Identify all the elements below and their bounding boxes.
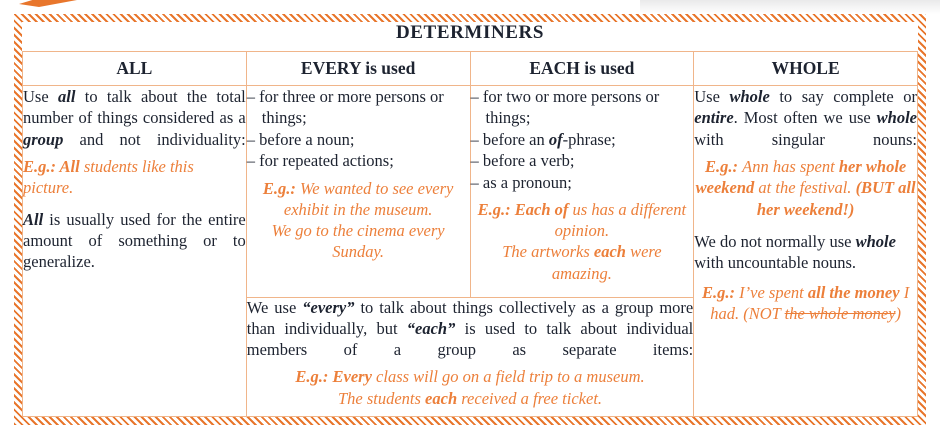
all-kw-all: all — [57, 87, 76, 106]
all-example-1: E.g.: All students like this picture. — [23, 157, 194, 198]
whole-paragraph-1: Use whole to say complete or entire. Most often we use whole with singular nouns: — [694, 87, 917, 149]
all-paragraph-1: Use all to talk about the total number of things considered as a group and not individuality: — [23, 87, 246, 149]
merged-kw-every: “every” — [302, 297, 355, 317]
column-header-whole-label: WHOLE — [771, 58, 840, 78]
table-title-cell — [23, 22, 918, 52]
all-kw-group: group — [23, 129, 64, 149]
column-header-each — [470, 52, 694, 86]
column-header-all-label: ALL — [116, 58, 153, 78]
struck-text: the whole money — [784, 303, 896, 323]
determiners-table — [22, 22, 918, 417]
merged-kw-each: “each” — [406, 318, 456, 338]
every-example: E.g.: We wanted to see every exhibit in the museum. We go to the cinema every Sunday. — [262, 178, 454, 262]
list-item: – as a pronoun; — [470, 172, 572, 192]
list-item: – before an of-phrase; — [470, 129, 616, 149]
each-example: E.g.: Each of us has a different opinion. The artworks each were amazing. — [477, 200, 687, 283]
column-header-each-label: EACH is used — [529, 58, 635, 78]
column-header-whole — [694, 52, 918, 86]
merged-paragraph: We use “every” to talk about things collectively as a group more than individually, but “each” is used to talk about individual members of a group as separate items: — [246, 297, 694, 359]
list-item: – for repeated actions; — [246, 151, 394, 171]
whole-kw-whole-3: whole — [855, 231, 896, 251]
hatched-border-frame — [14, 14, 926, 425]
decorative-arrow — [19, 0, 79, 8]
cell-every-each-note — [246, 297, 694, 416]
cell-all — [23, 86, 247, 417]
every-bullet-list — [247, 86, 470, 172]
column-header-all — [23, 52, 247, 86]
header-row — [23, 52, 918, 86]
list-item: – for two or more persons or things; — [470, 87, 660, 128]
body-row-upper — [23, 86, 918, 298]
cell-each — [470, 86, 694, 298]
column-header-every-label: EVERY is used — [300, 58, 416, 78]
all-paragraph-2: All is usually used for the entire amount of something or to generalize. — [23, 209, 246, 272]
list-item: – before a verb; — [470, 151, 575, 171]
whole-kw-entire: entire — [694, 108, 734, 128]
frame-inner — [22, 22, 918, 417]
merged-example: E.g.: Every class will go on a field trip to a museum. The students each received a free ticket. — [295, 367, 645, 408]
each-bullet-list — [471, 86, 694, 193]
decorative-top-wash — [640, 0, 940, 14]
whole-example-1: E.g.: Ann has spent her whole weekend at the festival. (BUT all her weekend!) — [695, 157, 916, 219]
all-kw-all-2: All — [23, 209, 44, 229]
cell-whole — [694, 86, 918, 417]
whole-paragraph-2: We do not normally use whole with uncountable nouns. — [694, 231, 896, 273]
whole-kw-whole: whole — [729, 87, 770, 106]
list-item: – before a noun; — [246, 129, 355, 149]
cell-every — [246, 86, 470, 298]
whole-example-2: E.g.: I’ve spent all the money I had. (NOT the whole money) — [702, 282, 910, 323]
column-header-every — [246, 52, 470, 86]
whole-kw-whole-2: whole — [876, 108, 917, 128]
list-item: – for three or more persons or things; — [246, 87, 444, 128]
title-row — [23, 22, 918, 52]
page-title: DETERMINERS — [395, 22, 545, 43]
